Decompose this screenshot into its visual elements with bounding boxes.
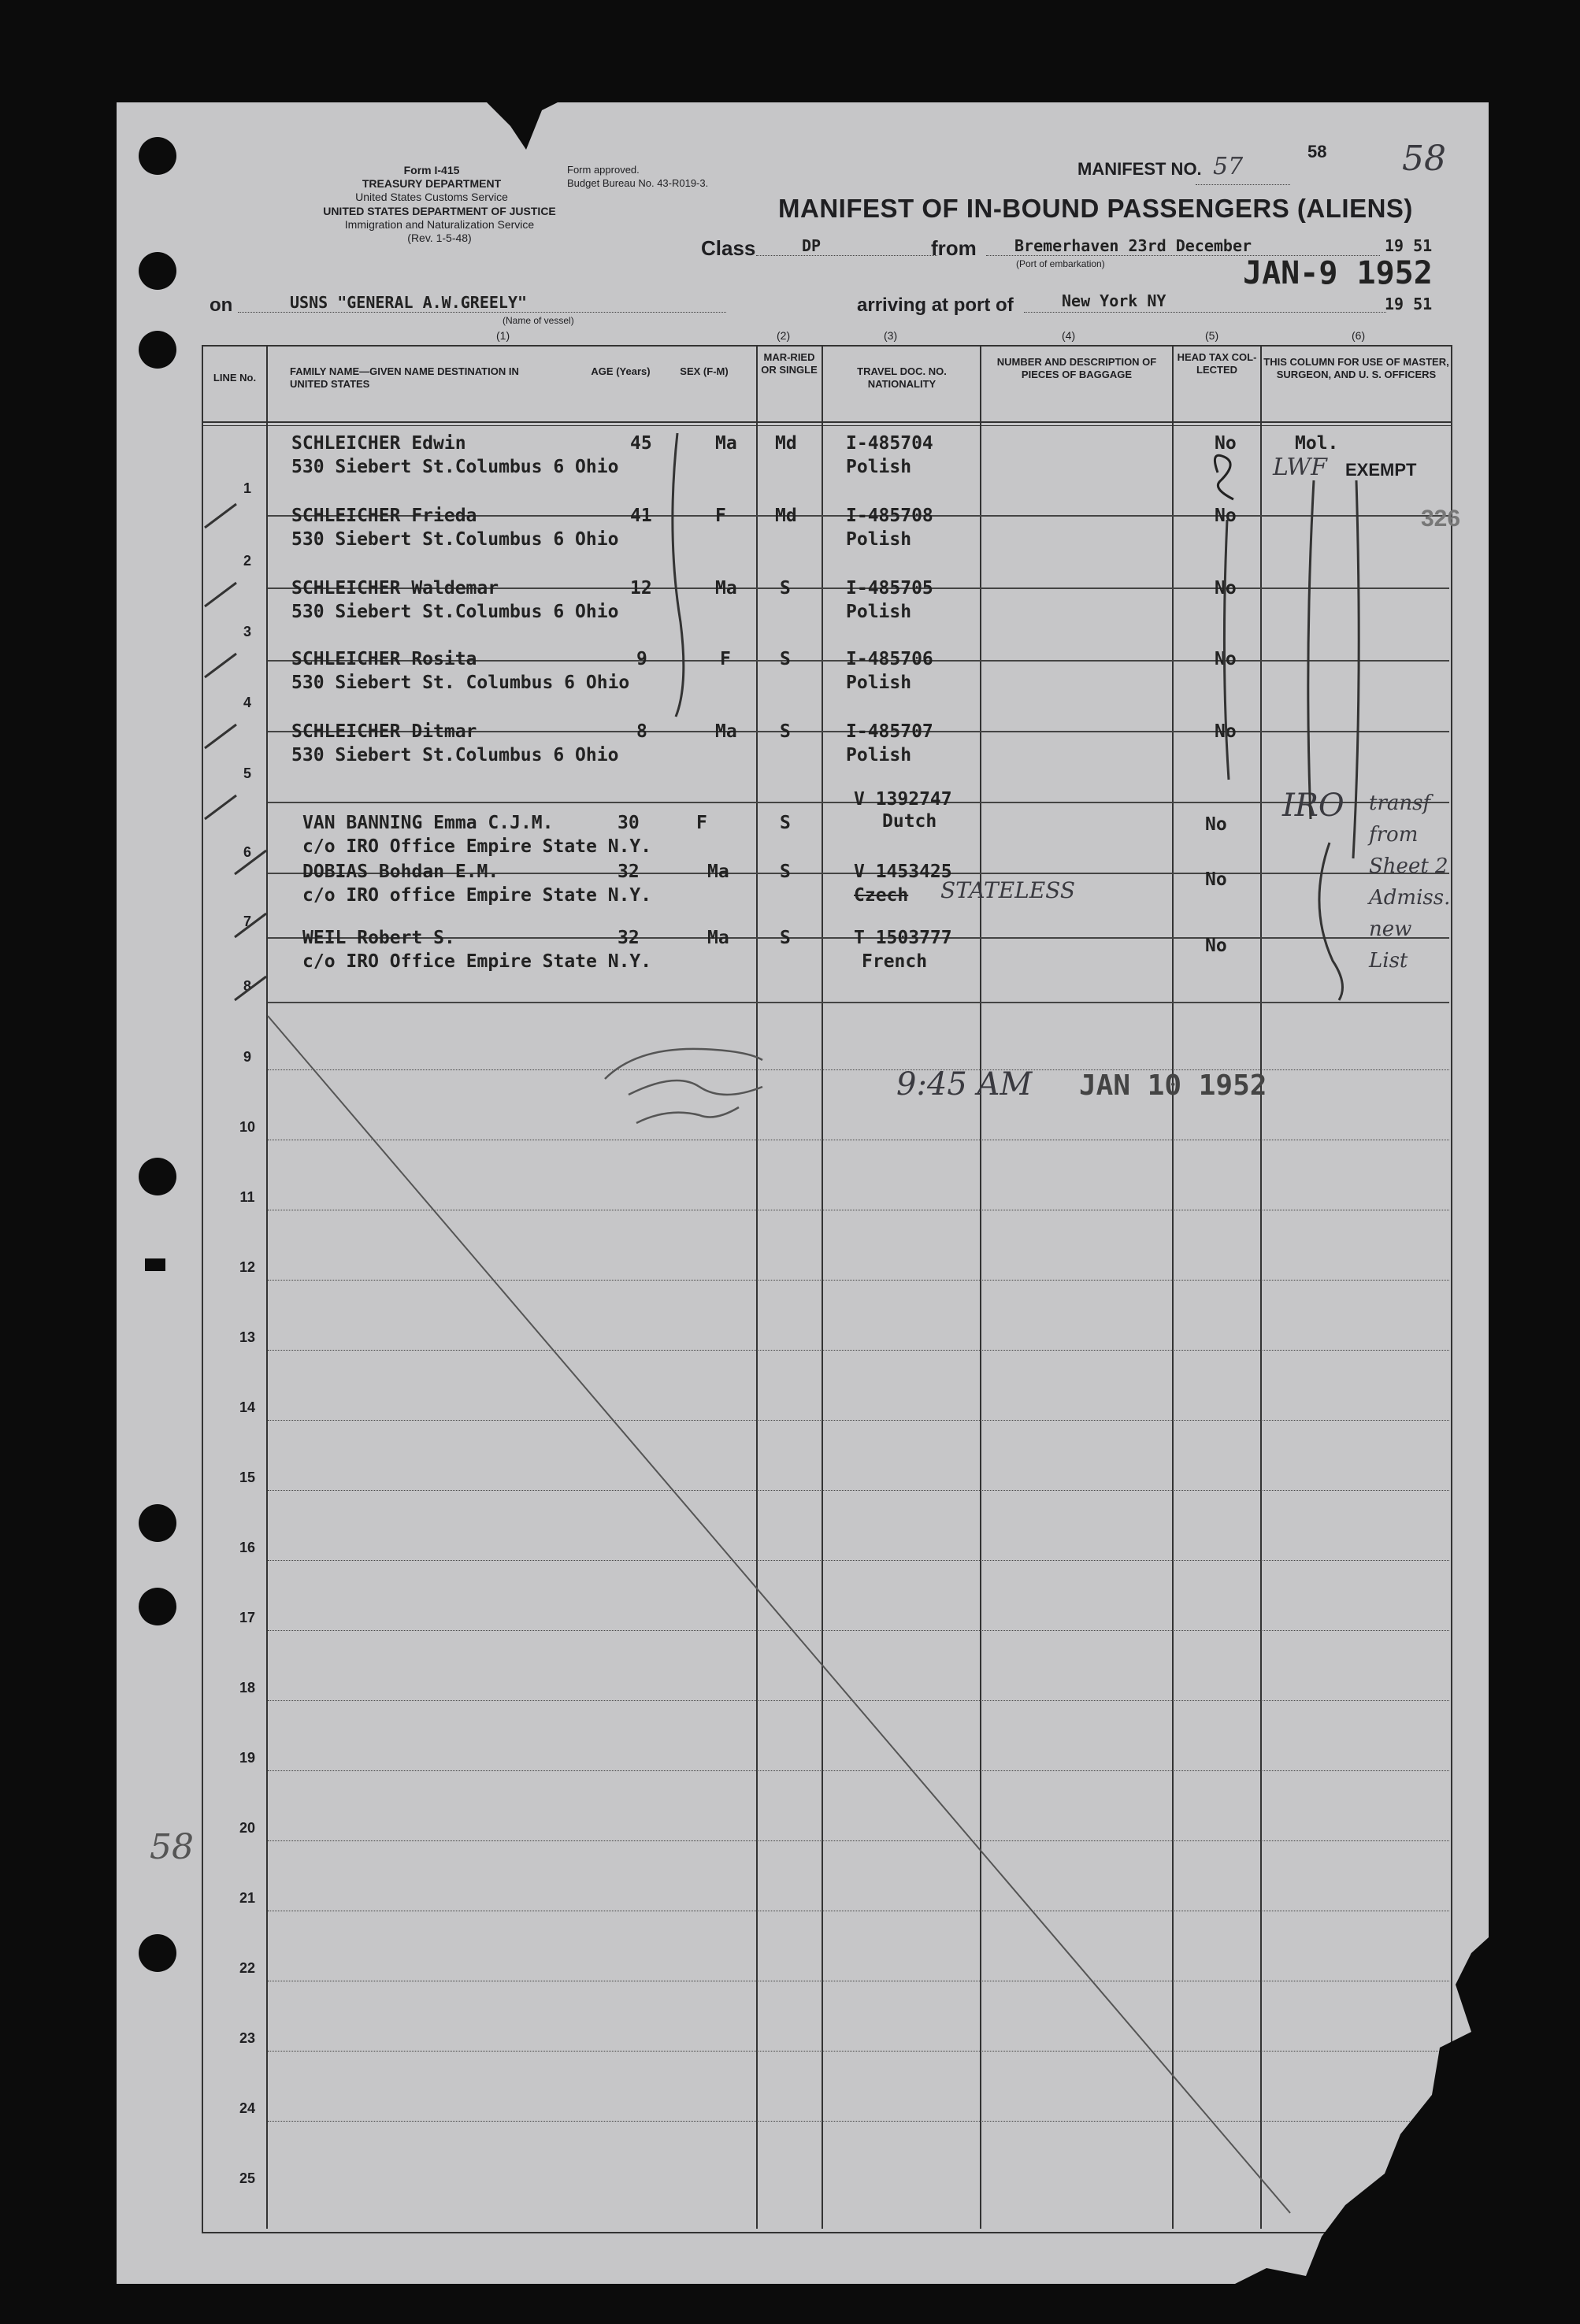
- passenger-doc: I-485706: [846, 649, 933, 669]
- line-number: 3: [243, 624, 251, 639]
- passenger-name: WEIL Robert S.: [302, 928, 455, 948]
- col-header-baggage: NUMBER AND DESCRIPTION OF PIECES OF BAGGAGE: [996, 356, 1157, 380]
- passenger-destination: 530 Siebert St. Columbus 6 Ohio: [291, 673, 630, 693]
- line-number: 16: [239, 1540, 256, 1555]
- row-checkmarks: [205, 504, 266, 1000]
- col-num-3: (3): [884, 329, 898, 342]
- passenger-sex: F: [696, 813, 707, 833]
- passenger-headtax: No: [1205, 814, 1227, 835]
- passenger-age: 41: [630, 506, 652, 526]
- passenger-headtax: No: [1215, 578, 1237, 599]
- arriving-year: 19 51: [1385, 295, 1433, 313]
- line-number: 13: [239, 1329, 256, 1345]
- passenger-destination: c/o IRO Office Empire State N.Y.: [302, 951, 652, 972]
- date-stamp: JAN-9 1952: [1243, 255, 1433, 291]
- binder-hole: [139, 1934, 176, 1972]
- top-notch: [487, 102, 558, 158]
- line-number: 4: [243, 695, 251, 710]
- passenger-doc: I-485704: [846, 433, 933, 454]
- line-number: 7: [243, 914, 251, 929]
- passenger-name: DOBIAS Bohdan E.M.: [302, 862, 499, 882]
- from-value: Bremerhaven 23rd December: [1014, 236, 1252, 255]
- col-header-headtax: HEAD TAX COL-LECTED: [1177, 351, 1257, 376]
- passenger-sex: Ma: [707, 928, 729, 948]
- passenger-nationality: Polish: [846, 673, 912, 693]
- passenger-doc: I-485707: [846, 721, 933, 742]
- treasury-dept: TREASURY DEPARTMENT: [362, 177, 502, 190]
- passenger-age: 9: [636, 649, 647, 669]
- passenger-marital: S: [780, 862, 791, 882]
- passenger-sex: F: [715, 506, 726, 526]
- line-number: 1: [243, 480, 251, 496]
- time-stamp: 9:45 AM: [896, 1066, 1033, 1103]
- page-number: 58: [1307, 142, 1327, 161]
- tax-bracket: [1224, 520, 1229, 780]
- line-number: 12: [239, 1259, 256, 1275]
- passenger-headtax: No: [1215, 721, 1237, 742]
- left-margin-number: 58: [150, 1827, 194, 1867]
- mol-annotation: Mol.: [1295, 433, 1339, 454]
- ins-service: Immigration and Naturalization Service: [344, 218, 535, 231]
- binder-hole: [139, 331, 176, 369]
- vessel-caption: (Name of vessel): [503, 315, 574, 326]
- col-header-age: AGE (Years): [591, 365, 651, 377]
- arriving-label: arriving at port of: [857, 295, 1014, 316]
- passenger-headtax: No: [1215, 649, 1237, 669]
- passenger-marital: S: [780, 578, 791, 599]
- passenger-marital: S: [780, 813, 791, 833]
- class-label: Class: [701, 236, 756, 260]
- passenger-doc: I-485708: [846, 506, 933, 526]
- from-label: from: [931, 236, 977, 260]
- receipt-stamp: JAN 10 1952: [1079, 1069, 1267, 1102]
- line-number: 24: [239, 2100, 256, 2116]
- manifest-label: MANIFEST NO.: [1077, 159, 1202, 179]
- passenger-destination: 530 Siebert St.Columbus 6 Ohio: [291, 745, 619, 765]
- line-number: 8: [243, 978, 251, 994]
- passenger-doc: T 1503777: [854, 928, 952, 948]
- line-number: 25: [239, 2170, 256, 2186]
- passenger-sex: Ma: [715, 578, 737, 599]
- passenger-doc: V 1453425: [854, 862, 952, 882]
- col-header-sex: SEX (F-M): [680, 365, 729, 377]
- passenger-nationality: Dutch: [882, 811, 937, 832]
- col-header-officers: THIS COLUMN FOR USE OF MASTER, SURGEON, AND U. S. OFFICERS: [1263, 356, 1449, 380]
- line-number: 17: [239, 1610, 256, 1625]
- passenger-name: VAN BANNING Emma C.J.M.: [302, 813, 554, 833]
- line-number: 9: [243, 1049, 251, 1065]
- passenger-destination: 530 Siebert St.Columbus 6 Ohio: [291, 529, 619, 550]
- binder-hole: [139, 1504, 176, 1542]
- passenger-nationality: Polish: [846, 602, 912, 622]
- officer-bracket-1: [1308, 480, 1314, 819]
- passenger-age: 45: [630, 433, 652, 454]
- passenger-marital: S: [780, 649, 791, 669]
- line-number: 6: [243, 844, 251, 860]
- col-num-2: (2): [777, 329, 791, 342]
- line-number: 19: [239, 1750, 256, 1766]
- col-num-6: (6): [1352, 329, 1366, 342]
- passenger-sex: Ma: [715, 433, 737, 454]
- passenger-sex: F: [720, 649, 731, 669]
- line-number: 22: [239, 1960, 256, 1976]
- line-number: 21: [239, 1890, 256, 1906]
- passenger-sex: Ma: [707, 862, 729, 882]
- line-number: 5: [243, 765, 251, 781]
- binder-hole: [139, 137, 176, 175]
- exempt-stamp: EXEMPT: [1345, 460, 1417, 480]
- lwf-annotation: LWF: [1273, 454, 1327, 481]
- line-number: 18: [239, 1680, 256, 1696]
- passenger-destination: c/o IRO office Empire State N.Y.: [302, 885, 652, 906]
- void-diagonal-line: [268, 1016, 1290, 2213]
- passenger-marital: S: [780, 721, 791, 742]
- col-num-1: (1): [496, 329, 510, 342]
- officer-bracket-2: [1353, 480, 1359, 858]
- passenger-nationality: Czech: [854, 885, 909, 906]
- passenger-nationality: French: [862, 951, 928, 972]
- passenger-age: 12: [630, 578, 652, 599]
- page-number-handwritten: 58: [1402, 139, 1446, 179]
- passenger-age: 30: [618, 813, 640, 833]
- passenger-nationality: Polish: [846, 457, 912, 477]
- passenger-marital: Md: [775, 433, 797, 454]
- passenger-destination: 530 Siebert St.Columbus 6 Ohio: [291, 457, 619, 477]
- col-header-line: LINE No.: [213, 372, 257, 384]
- line-number: 10: [239, 1119, 256, 1135]
- passenger-sex: Ma: [715, 721, 737, 742]
- passenger-age: 32: [618, 862, 640, 882]
- iro-annotation: IRO: [1282, 788, 1344, 824]
- budget-bureau: Budget Bureau No. 43-R019-3.: [567, 177, 709, 189]
- col-num-4: (4): [1062, 329, 1076, 342]
- line-number: 20: [239, 1820, 256, 1836]
- passenger-age: 8: [636, 721, 647, 742]
- passenger-destination: c/o IRO Office Empire State N.Y.: [302, 836, 652, 857]
- arriving-port: New York NY: [1062, 291, 1166, 310]
- line-number: 11: [239, 1189, 255, 1205]
- binder-hole: [139, 1158, 176, 1195]
- binder-slot: [145, 1258, 165, 1271]
- line-number: 14: [239, 1399, 256, 1415]
- on-label: on: [210, 295, 233, 316]
- passenger-name: SCHLEICHER Waldemar: [291, 578, 499, 599]
- passenger-name: SCHLEICHER Edwin: [291, 433, 466, 454]
- bracket-mark: [673, 433, 684, 717]
- number-326: 326: [1421, 506, 1461, 532]
- customs-service: United States Customs Service: [355, 191, 508, 203]
- from-caption: (Port of embarkation): [1016, 258, 1105, 269]
- passenger-name: SCHLEICHER Rosita: [291, 649, 477, 669]
- form-revision: (Rev. 1-5-48): [407, 232, 472, 244]
- passenger-doc: I-485705: [846, 578, 933, 599]
- col-header-name: FAMILY NAME—GIVEN NAME DESTINATION IN UNITED STATES: [290, 365, 519, 390]
- passenger-headtax: No: [1205, 869, 1227, 890]
- passenger-age: 32: [618, 928, 640, 948]
- justice-dept: UNITED STATES DEPARTMENT OF JUSTICE: [323, 205, 556, 217]
- passenger-doc: V 1392747: [854, 789, 952, 810]
- passenger-nationality: Polish: [846, 529, 912, 550]
- form-approved: Form approved.: [567, 164, 640, 176]
- form-number: Form I-415: [403, 164, 460, 176]
- from-year: 19 51: [1385, 236, 1433, 255]
- passenger-marital: S: [780, 928, 791, 948]
- transfer-annotation: transf from Sheet 2 Admiss. new List: [1369, 791, 1451, 973]
- passenger-headtax: No: [1205, 936, 1227, 956]
- col-header-married: MAR-RIED OR SINGLE: [761, 351, 818, 376]
- passenger-name: SCHLEICHER Frieda: [291, 506, 477, 526]
- r-checkmark: [1215, 455, 1233, 499]
- passenger-marital: Md: [775, 506, 797, 526]
- line-number: 2: [243, 553, 251, 569]
- manifest-number: 57: [1213, 153, 1244, 180]
- passenger-name: SCHLEICHER Ditmar: [291, 721, 477, 742]
- class-value: DP: [802, 236, 822, 255]
- manifest-sheet: [117, 102, 1489, 2284]
- torn-corner: [1235, 1937, 1489, 2284]
- passenger-headtax: No: [1215, 433, 1237, 454]
- passenger-destination: 530 Siebert St.Columbus 6 Ohio: [291, 602, 619, 622]
- line-number: 23: [239, 2030, 256, 2046]
- col-num-5: (5): [1205, 329, 1219, 342]
- signature: [605, 1049, 762, 1123]
- binder-hole: [139, 1588, 176, 1625]
- col-header-travel: TRAVEL DOC. NO. NATIONALITY: [857, 365, 947, 390]
- stateless-annotation: STATELESS: [940, 877, 1076, 903]
- passenger-headtax: No: [1215, 506, 1237, 526]
- line-number: 15: [239, 1470, 256, 1485]
- page-title: MANIFEST OF IN-BOUND PASSENGERS (ALIENS): [778, 194, 1413, 223]
- transfer-bracket: [1319, 843, 1343, 1000]
- passenger-nationality: Polish: [846, 745, 912, 765]
- binder-hole: [139, 252, 176, 290]
- vessel-name: USNS "GENERAL A.W.GREELY": [290, 293, 528, 312]
